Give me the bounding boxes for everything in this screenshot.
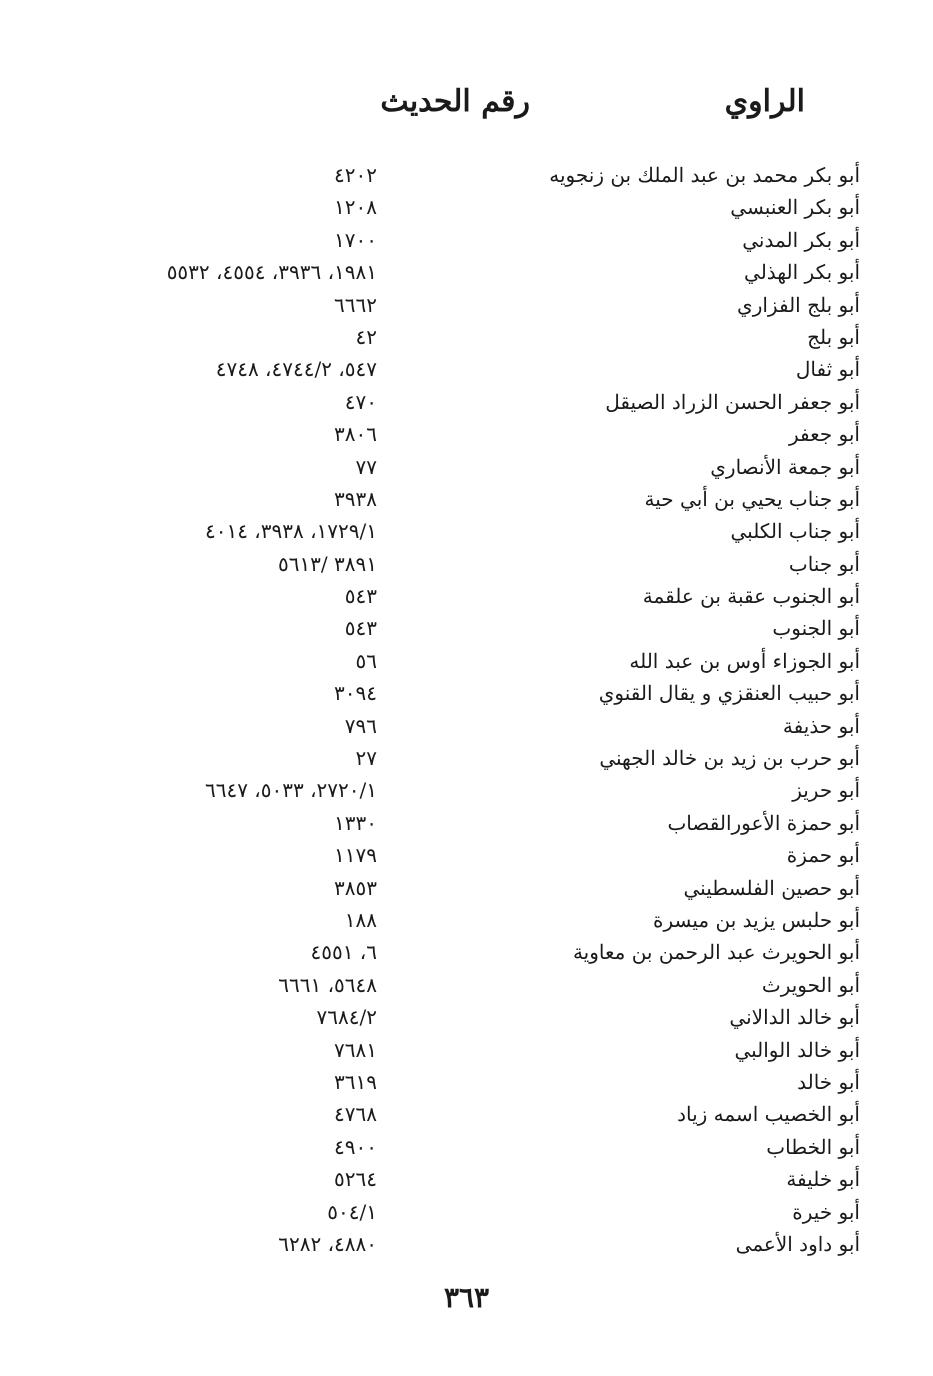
index-row [0, 483, 933, 515]
hadith-numbers: ٧٦٨١ [334, 1037, 377, 1062]
narrator-name: أبو بكر الهذلي [744, 260, 860, 285]
hadith-number-column-heading: رقم الحديث [380, 84, 530, 119]
index-row [0, 191, 933, 223]
narrator-name: أبو حرب بن زيد بن خالد الجهني [599, 746, 860, 771]
narrator-name: أبو جناب الكلبي [730, 519, 860, 544]
narrator-name: أبو خليفة [786, 1167, 860, 1192]
hadith-numbers: ١٩٨١، ٣٩٣٦، ٤٥٥٤، ٥٥٣٢ [166, 260, 377, 285]
hadith-numbers: ٤٧٦٨ [334, 1102, 377, 1127]
index-row [0, 774, 933, 806]
narrator-name: أبو بلج [807, 324, 860, 349]
narrator-name: أبو جعفر [789, 422, 860, 447]
narrator-name: أبو بكر العنبسي [730, 195, 860, 220]
hadith-numbers: ١١٧٩ [334, 843, 377, 868]
narrator-name: أبو حمزة [786, 843, 860, 868]
narrator-name: أبو الخطاب [766, 1134, 860, 1159]
hadith-numbers: ٧٧ [355, 454, 377, 479]
index-row [0, 353, 933, 385]
index-row [0, 1066, 933, 1098]
hadith-numbers: ٥٢٦٤ [334, 1167, 377, 1192]
index-row [0, 159, 933, 191]
index-row [0, 224, 933, 256]
index-row [0, 1001, 933, 1033]
index-row [0, 807, 933, 839]
hadith-numbers: ٤٢٠٢ [334, 163, 377, 187]
index-row [0, 321, 933, 353]
index-row [0, 710, 933, 742]
hadith-numbers: ١٧٢٩/١، ٣٩٣٨، ٤٠١٤ [204, 519, 377, 544]
narrator-name: أبو الحويرث [761, 972, 860, 997]
hadith-numbers: ٣٦١٩ [334, 1069, 377, 1094]
index-row [0, 1228, 933, 1260]
index-row [0, 839, 933, 871]
narrator-name: أبو حمزة الأعورالقصاب [667, 810, 860, 835]
narrator-name: أبو الخصيب اسمه زياد [677, 1102, 860, 1127]
hadith-numbers: ٦٦٦٢ [334, 292, 377, 317]
index-row [0, 289, 933, 321]
column-headers [0, 80, 933, 130]
narrator-column-heading: الراوي [724, 84, 805, 119]
index-row [0, 451, 933, 483]
narrator-name: أبو خيرة [792, 1199, 860, 1224]
index-row [0, 515, 933, 547]
hadith-numbers: ٥٤٣ [344, 616, 377, 641]
index-row [0, 872, 933, 904]
narrator-name: أبو جعفر الحسن الزراد الصيقل [605, 389, 860, 414]
hadith-numbers: ٧٦٨٤/٢ [316, 1005, 377, 1030]
hadith-numbers: ٥٠٤/١ [327, 1199, 377, 1224]
hadith-numbers: ٣٨٩١ /٥٦١٣ [277, 551, 377, 576]
narrator-name: أبو داود الأعمى [735, 1231, 860, 1256]
index-row [0, 1163, 933, 1195]
page-number: ٣٦٣ [443, 1281, 490, 1314]
hadith-numbers: ٤٨٨٠، ٦٢٨٢ [278, 1231, 377, 1256]
narrator-name: أبو بكر محمد بن عبد الملك بن زنجويه [549, 163, 860, 187]
hadith-numbers: ١٨٨ [344, 907, 377, 932]
hadith-numbers: ٢٧٢٠/١، ٥٠٣٣، ٦٦٤٧ [204, 778, 377, 803]
hadith-numbers: ٣٨٠٦ [334, 422, 377, 447]
hadith-numbers: ٢٧ [355, 746, 377, 771]
hadith-numbers: ٥٦٤٨، ٦٦٦١ [278, 972, 377, 997]
index-row [0, 418, 933, 450]
index-row [0, 612, 933, 644]
index-row [0, 1034, 933, 1066]
narrator-name: أبو حريز [792, 778, 860, 803]
hadith-numbers: ٥٤٣ [344, 584, 377, 609]
index-row [0, 645, 933, 677]
index-row [0, 548, 933, 580]
index-row [0, 904, 933, 936]
hadith-numbers: ٤٧٠ [344, 389, 377, 414]
narrator-name: أبو جمعة الأنصاري [710, 454, 860, 479]
narrator-name: أبو الجنوب [772, 616, 860, 641]
hadith-numbers: ٥٦ [355, 648, 377, 673]
narrator-name: أبو ثفال [795, 357, 860, 382]
narrator-name: أبو خالد [797, 1069, 860, 1094]
hadith-numbers: ٤٢ [355, 324, 377, 349]
narrator-name: أبو حلبس يزيد بن ميسرة [653, 907, 860, 932]
hadith-numbers: ٣٩٣٨ [334, 486, 377, 511]
narrator-name: أبو الحويرث عبد الرحمن بن معاوية [572, 940, 860, 965]
hadith-numbers: ٤٩٠٠ [334, 1134, 377, 1159]
index-row [0, 1196, 933, 1228]
narrator-name: أبو خالد الدالاني [729, 1005, 860, 1030]
hadith-numbers: ٦، ٤٥٥١ [310, 940, 377, 965]
narrator-name: أبو خالد الوالبي [734, 1037, 860, 1062]
hadith-numbers: ١٢٠٨ [334, 195, 377, 220]
hadith-numbers: ٣٨٥٣ [334, 875, 377, 900]
narrator-name: أبو حبيب العنقزي و يقال القنوي [598, 681, 860, 706]
index-row [0, 1098, 933, 1130]
hadith-numbers: ٥٤٧، ٤٧٤٤/٢، ٤٧٤٨ [215, 357, 377, 382]
index-row [0, 677, 933, 709]
index-row [0, 1131, 933, 1163]
hadith-numbers: ٣٠٩٤ [334, 681, 377, 706]
narrator-name: أبو بلج الفزاري [737, 292, 860, 317]
index-row [0, 742, 933, 774]
narrator-name: أبو الجنوب عقبة بن علقمة [642, 584, 860, 609]
index-row [0, 256, 933, 288]
narrator-name: أبو جناب يحيي بن أبي حية [644, 486, 860, 511]
index-row [0, 969, 933, 1001]
index-row [0, 936, 933, 968]
narrator-name: أبو جناب [788, 551, 860, 576]
index-row [0, 580, 933, 612]
narrator-name: أبو الجوزاء أوس بن عبد الله [629, 648, 860, 673]
narrator-name: أبو حصين الفلسطيني [683, 875, 860, 900]
hadith-numbers: ٧٩٦ [344, 713, 377, 738]
narrator-name: أبو حذيفة [782, 713, 860, 738]
narrator-name: أبو بكر المدني [742, 227, 860, 252]
hadith-numbers: ١٧٠٠ [334, 227, 377, 252]
hadith-numbers: ١٣٣٠ [334, 810, 377, 835]
index-list [0, 159, 933, 1260]
index-row [0, 386, 933, 418]
